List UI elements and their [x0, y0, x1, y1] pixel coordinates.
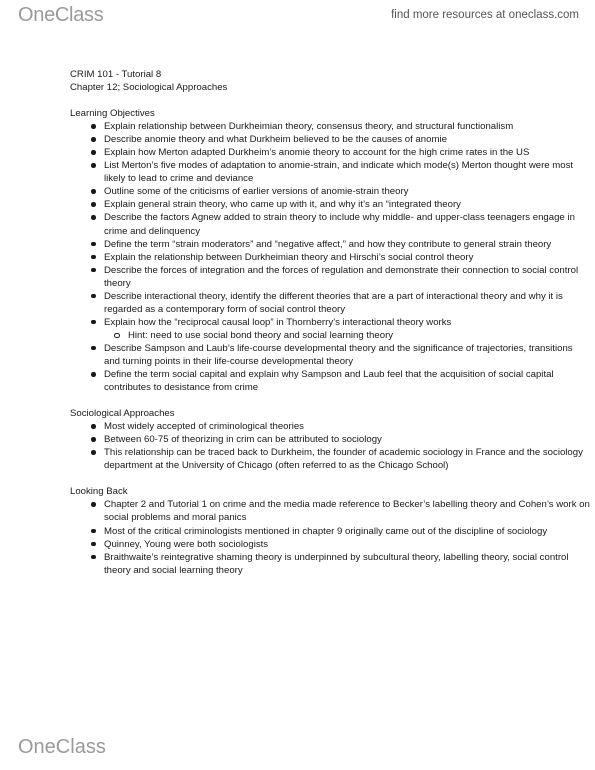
footer-logo[interactable]: OneClass — [18, 736, 106, 758]
list-item: Describe the factors Agnew added to strain theory to include why middle- and upper-class teenagers engage in crime and delinquency — [70, 211, 590, 237]
list-item: Explain how Merton adapted Durkheim’s anomie theory to account for the high crime rates in the US — [70, 146, 590, 159]
list-item: Describe the forces of integration and the forces of regulation and demonstrate their connection to social control theory — [70, 264, 590, 290]
list-item: This relationship can be traced back to Durkheim, the founder of academic sociology in France and the sociology department at the University of Chicago (often referred to as the Chicago School) — [70, 446, 590, 472]
page-header — [0, 0, 595, 40]
course-title: CRIM 101 - Tutorial 8 — [70, 69, 162, 80]
list-item: Describe interactional theory, identify the different theories that are a part of interactional theory and why it is regarded as a contemporary form of social control theory — [70, 290, 590, 316]
document-body — [70, 68, 590, 577]
list-item: Describe Sampson and Laub’s life-course developmental theory and the significance of trajectories, transitions and turning points in their life-course developmental theory — [70, 342, 590, 368]
bullet-list — [70, 498, 590, 576]
spacer — [70, 94, 590, 107]
list-item: Most of the critical criminologists mentioned in chapter 9 originally came out of the discipline of sociology — [70, 525, 590, 538]
sub-list-item: Hint: need to use social bond theory and social learning theory — [70, 329, 590, 342]
section-heading: Learning Objectives — [70, 108, 155, 120]
bullet-list — [70, 120, 590, 394]
list-item: Explain the relationship between Durkheimian theory and Hirschi’s social control theory — [70, 251, 590, 264]
section-heading: Looking Back — [70, 486, 128, 498]
list-item: Between 60-75 of theorizing in crim can be attributed to sociology — [70, 433, 590, 446]
spacer — [70, 394, 590, 407]
list-item: Define the term “strain moderators” and “negative affect,” and how they contribute to general strain theory — [70, 238, 590, 251]
list-item: Explain general strain theory, who came up with it, and why it’s an “integrated theory — [70, 198, 590, 211]
list-item: Chapter 2 and Tutorial 1 on crime and the media made reference to Becker’s labelling theory and Cohen’s work on social problems and moral panics — [70, 498, 590, 524]
list-item: Define the term social capital and explain why Sampson and Laub feel that the acquisition of social capital contributes to desistance from crime — [70, 368, 590, 394]
sections — [70, 107, 590, 577]
list-item: Most widely accepted of criminological theories — [70, 420, 590, 433]
oneclass-logo[interactable]: OneClass — [18, 4, 104, 26]
header-tagline[interactable]: find more resources at oneclass.com — [391, 9, 579, 21]
list-item: List Merton’s five modes of adaptation to anomie-strain, and indicate which mode(s) Merton thought were most likely to lead to crime and deviance — [70, 159, 590, 185]
section-heading: Sociological Approaches — [70, 408, 175, 420]
list-item: Outline some of the criticisms of earlier versions of anomie-strain theory — [70, 185, 590, 198]
list-item: Describe anomie theory and what Durkheim believed to be the causes of anomie — [70, 133, 590, 146]
spacer — [70, 472, 590, 485]
bullet-list — [70, 420, 590, 472]
list-item: Braithwaite’s reintegrative shaming theory is underpinned by subcultural theory, labelling theory, social control theory and social learning theory — [70, 551, 590, 577]
list-item: Explain how the “reciprocal causal loop” in Thornberry’s interactional theory works — [70, 316, 590, 329]
chapter-title: Chapter 12; Sociological Approaches — [70, 82, 228, 94]
list-item: Explain relationship between Durkheimian theory, consensus theory, and structural functionalism — [70, 120, 590, 133]
list-item: Quinney, Young were both sociologists — [70, 538, 590, 551]
